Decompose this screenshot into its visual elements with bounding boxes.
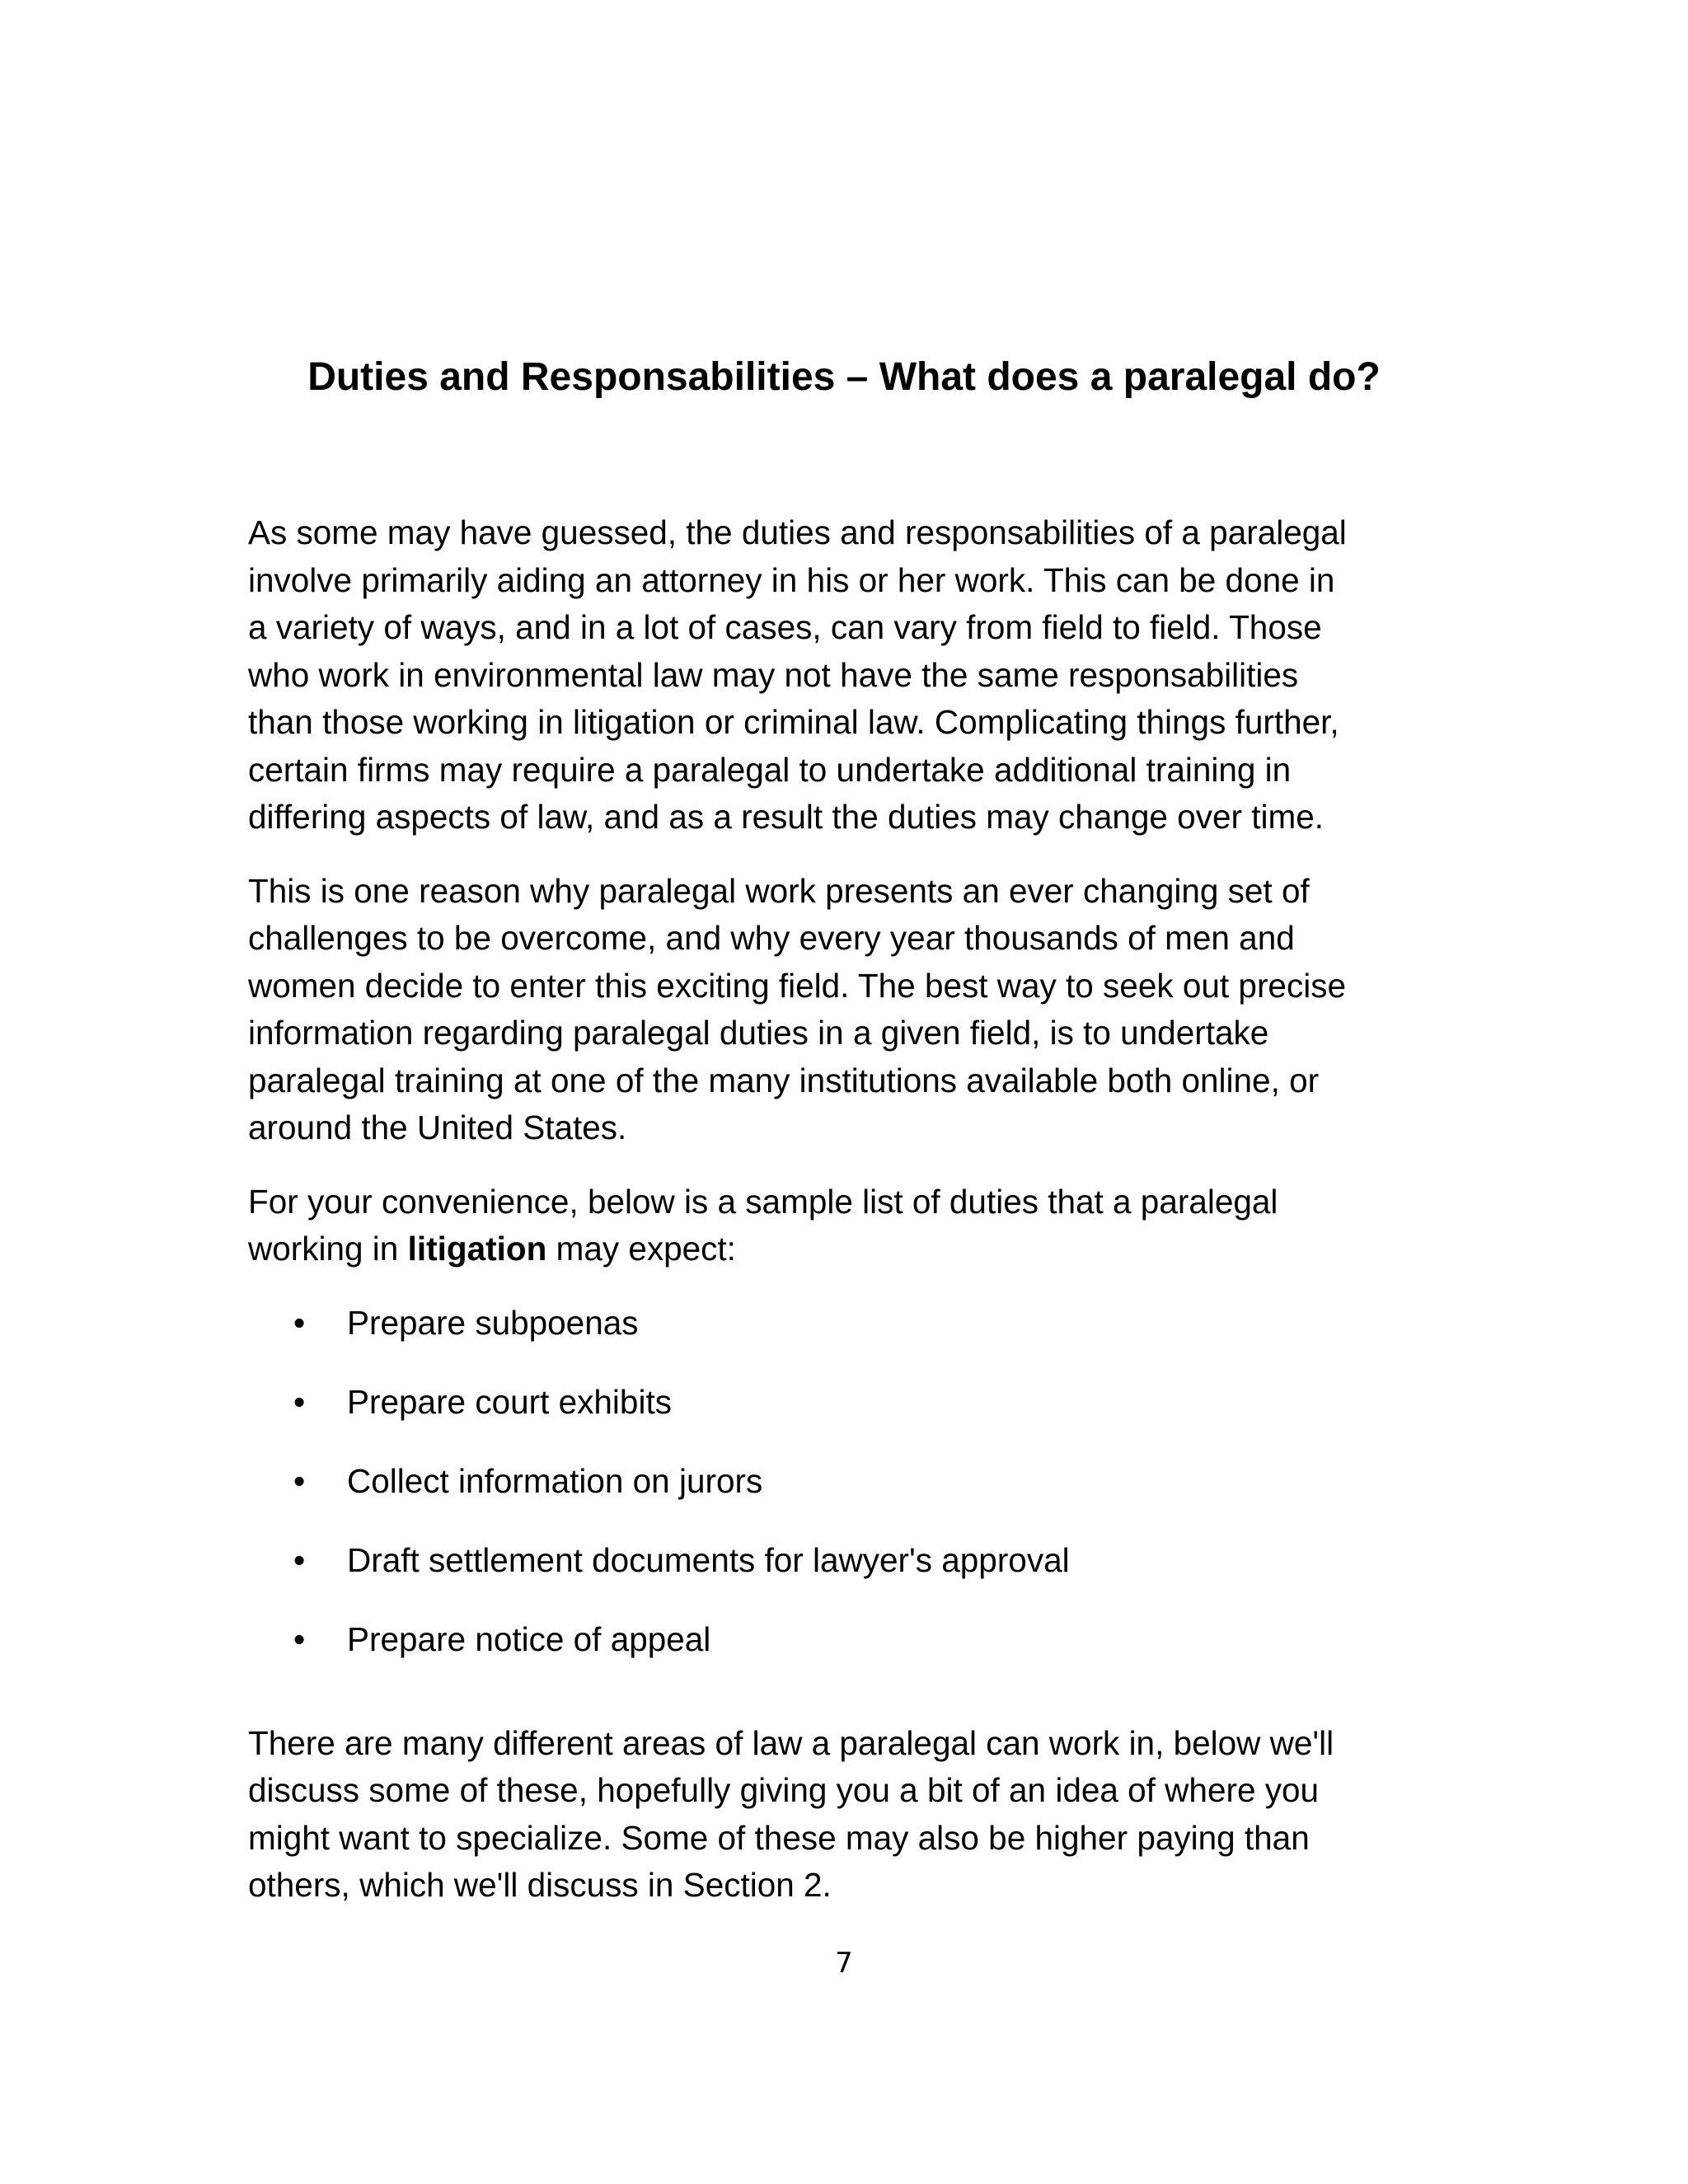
text-line: This is one reason why paralegal work presents an ever changing set of bbox=[248, 871, 1310, 910]
list-item-text: Collect information on jurors bbox=[347, 1461, 763, 1500]
text-line: challenges to be overcome, and why every year thousands of men and bbox=[248, 919, 1295, 957]
list-item-text: Draft settlement documents for lawyer's approval bbox=[347, 1540, 1070, 1579]
list-item bbox=[248, 1616, 1451, 1695]
bullet-icon: • bbox=[293, 1382, 306, 1421]
text-line: For your convenience, below is a sample list of duties that a paralegal bbox=[248, 1182, 1278, 1221]
text-line: around the United States. bbox=[248, 1108, 627, 1146]
list-item bbox=[248, 1458, 1451, 1537]
text-line: women decide to enter this exciting field. The best way to seek out precise bbox=[248, 966, 1346, 1005]
text-line bbox=[248, 1226, 1451, 1273]
text-segment: working in bbox=[248, 1230, 408, 1268]
text-line: certain firms may require a paralegal to undertake additional training in bbox=[248, 750, 1292, 789]
body-text bbox=[248, 509, 1451, 1936]
text-line: As some may have guessed, the duties and responsabilities of a paralegal bbox=[248, 513, 1347, 551]
list-item-text: Prepare subpoenas bbox=[347, 1303, 639, 1342]
list-item-text: Prepare notice of appeal bbox=[347, 1619, 711, 1658]
duties-list bbox=[248, 1300, 1451, 1695]
text-line: who work in environmental law may not have the same responsabilities bbox=[248, 655, 1299, 694]
list-item bbox=[248, 1300, 1451, 1379]
text-line: differing aspects of law, and as a result the duties may change over time. bbox=[248, 798, 1324, 836]
bullet-icon: • bbox=[293, 1619, 306, 1658]
page-title: Duties and Responsabilities – What does a paralegal do? bbox=[307, 355, 1381, 399]
page-number: 7 bbox=[835, 1947, 853, 1980]
bullet-icon: • bbox=[293, 1303, 306, 1342]
text-line: others, which we'll discuss in Section 2. bbox=[248, 1866, 832, 1904]
text-segment: may expect: bbox=[546, 1230, 736, 1268]
text-line: discuss some of these, hopefully giving you a bit of an idea of where you bbox=[248, 1771, 1320, 1809]
text-line: involve primarily aiding an attorney in his or her work. This can be done in bbox=[248, 560, 1335, 599]
text-line: paralegal training at one of the many institutions available both online, or bbox=[248, 1061, 1320, 1099]
list-item-text: Prepare court exhibits bbox=[347, 1382, 672, 1421]
paragraph-challenges bbox=[248, 868, 1451, 1152]
paragraph-list-intro bbox=[248, 1179, 1451, 1273]
bullet-icon: • bbox=[293, 1461, 306, 1500]
paragraph-closing bbox=[248, 1720, 1451, 1910]
text-line: There are many different areas of law a paralegal can work in, below we'll bbox=[248, 1723, 1334, 1762]
list-item bbox=[248, 1379, 1451, 1458]
text-line: information regarding paralegal duties in a given field, is to undertake bbox=[248, 1014, 1269, 1052]
paragraph-intro bbox=[248, 509, 1451, 841]
bullet-icon: • bbox=[293, 1540, 306, 1579]
emphasis-litigation: litigation bbox=[407, 1230, 547, 1268]
text-line: than those working in litigation or criminal law. Complicating things further, bbox=[248, 703, 1339, 741]
text-line: might want to specialize. Some of these may also be higher paying than bbox=[248, 1818, 1310, 1857]
text-line: a variety of ways, and in a lot of cases, can vary from field to field. Those bbox=[248, 608, 1322, 646]
list-item bbox=[248, 1537, 1451, 1616]
